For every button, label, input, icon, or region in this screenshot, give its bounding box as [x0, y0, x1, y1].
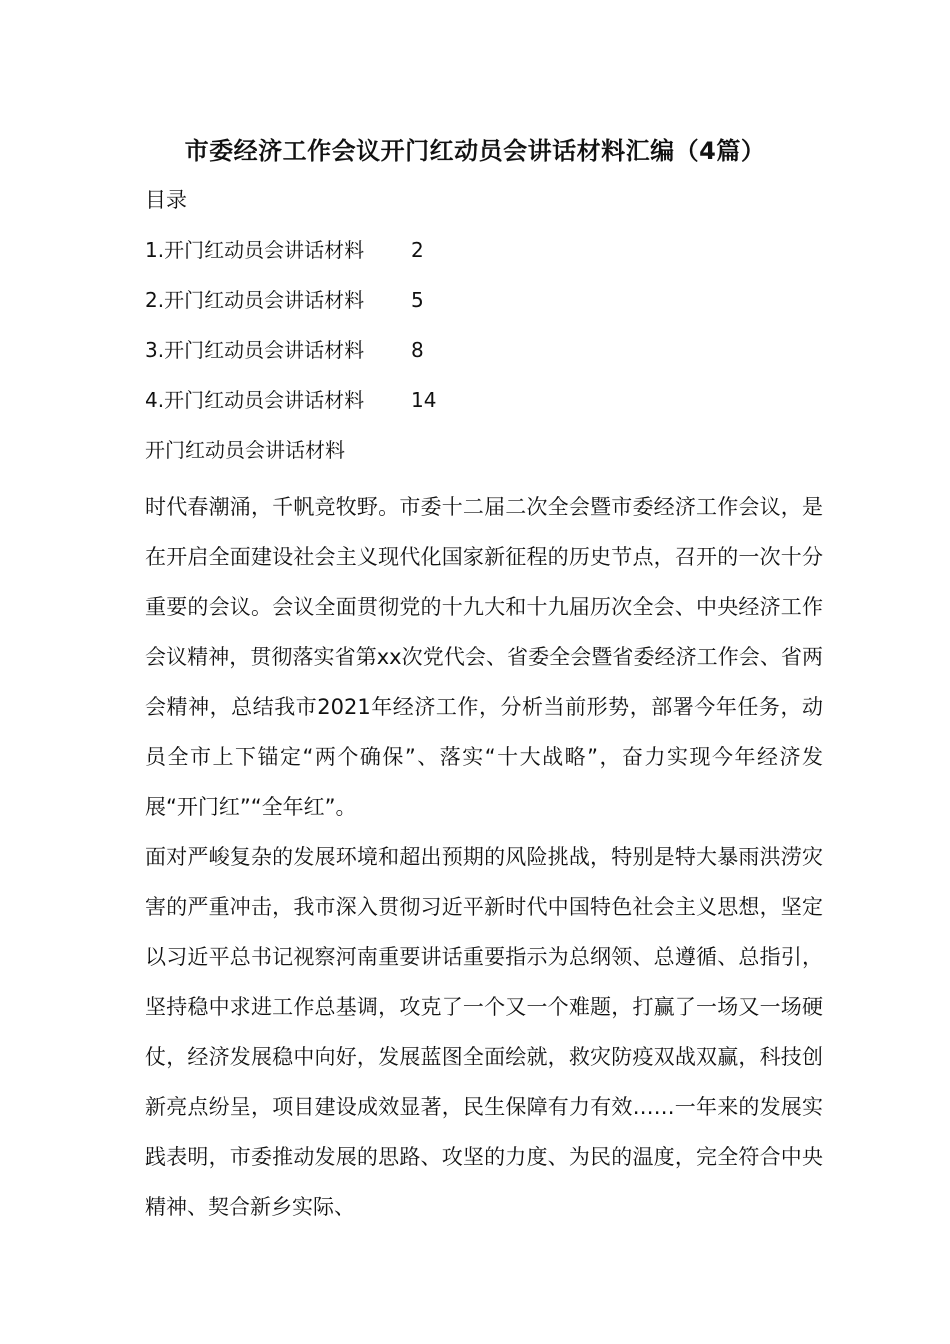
toc-item[interactable] [145, 284, 436, 334]
document-title: 市委经济工作会议开门红动员会讲话材料汇编（4篇） [184, 137, 766, 165]
toc-item-page: 8 [411, 338, 424, 362]
toc-item[interactable] [145, 384, 436, 434]
toc-item-label: 3.开门红动员会讲话材料 [145, 338, 365, 362]
toc-item[interactable] [145, 234, 436, 284]
toc-item-page: 2 [411, 238, 424, 262]
toc-item-page: 5 [411, 288, 424, 312]
toc-item[interactable] [145, 334, 436, 384]
section-heading: 开门红动员会讲话材料 [145, 438, 345, 462]
toc-item-label: 2.开门红动员会讲话材料 [145, 288, 365, 312]
table-of-contents [145, 234, 436, 434]
paragraph: 面对严峻复杂的发展环境和超出预期的风险挑战，特别是特大暴雨洪涝灾害的严重冲击，我市深入贯彻习近平新时代中国特色社会主义思想，坚定以习近平总书记视察河南重要讲话重要指示为总纲领、总遵循、总指引，坚持稳中求进工作总基调，攻克了一个又一个难题，打赢了一场又一场硬仗，经济发展稳中向好，发展蓝图全面绘就，救灾防疫双战双赢，科技创新亮点纷呈，项目建设成效显著，民生保障有力有效……一年来的发展实践表明，市委推动发展的思路、攻坚的力度、为民的温度，完全符合中央精神、契合新乡实际、 [145, 845, 823, 1219]
toc-item-label: 4.开门红动员会讲话材料 [145, 388, 365, 412]
toc-item-label: 1.开门红动员会讲话材料 [145, 238, 365, 262]
toc-item-page: 14 [411, 388, 437, 412]
paragraph: 时代春潮涌，千帆竞牧野。市委十二届二次全会暨市委经济工作会议，是在开启全面建设社会主义现代化国家新征程的历史节点，召开的一次十分重要的会议。会议全面贯彻党的十九大和十九届历次全会、中央经济工作会议精神，贯彻落实省第xx次党代会、省委全会暨省委经济工作会、省两会精神，总结我市2021年经济工作，分析当前形势，部署今年任务，动员全市上下锚定“两个确保”、落实“十大战略”，奋力实现今年经济发展“开门红”“全年红”。 [145, 495, 823, 819]
body-text [145, 482, 823, 1232]
toc-heading: 目录 [145, 188, 187, 212]
